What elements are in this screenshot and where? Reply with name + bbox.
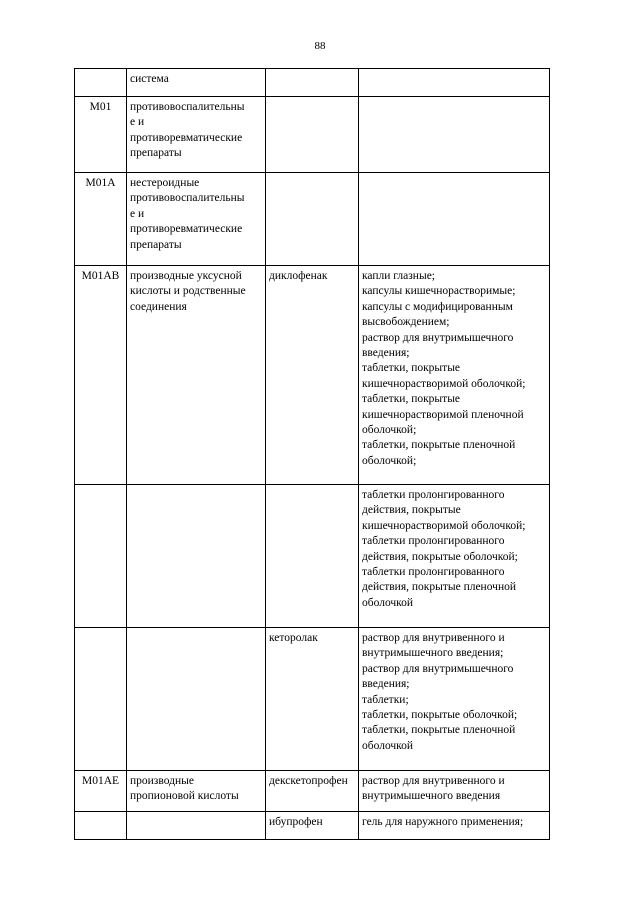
- table-row: [75, 812, 550, 840]
- dosage-form-line: введения;: [362, 347, 410, 360]
- drug-name-cell: декскетопрофен: [266, 771, 359, 812]
- dosage-form-line: таблетки, покрытые: [362, 393, 461, 406]
- atc-code-cell: [75, 69, 127, 97]
- group-name-cell: [127, 173, 266, 266]
- drug-name-cell: диклофенак: [266, 266, 359, 485]
- group-name-line: система: [130, 73, 169, 85]
- dosage-form-line: таблетки, покрытые оболочкой;: [362, 709, 518, 722]
- atc-code-cell: [75, 485, 127, 628]
- group-name-line: соединения: [130, 300, 187, 313]
- drug-classification-table: [74, 68, 550, 840]
- group-name-cell: [127, 812, 266, 840]
- drug-name-cell: [266, 485, 359, 628]
- group-name-line: е и: [130, 116, 145, 129]
- group-name-line: противоревматические: [130, 131, 243, 144]
- dosage-form-line: таблетки пролонгированного: [362, 489, 505, 501]
- dosage-forms-cell: [359, 173, 550, 266]
- group-name-line: пропионовой кислоты: [130, 790, 239, 803]
- atc-code-cell: M01: [75, 97, 127, 173]
- table-row: [75, 266, 550, 485]
- page-number: 88: [314, 40, 326, 52]
- group-name-cell: [127, 771, 266, 812]
- group-name-line: противоревматические: [130, 223, 243, 236]
- dosage-form-line: действия, покрытые оболочкой;: [362, 550, 518, 563]
- dosage-form-line: высвобождением;: [362, 316, 450, 329]
- group-name-cell: [127, 266, 266, 485]
- atc-code-cell: [75, 628, 127, 771]
- group-name-line: препараты: [130, 147, 182, 160]
- dosage-form-line: оболочкой: [362, 739, 414, 752]
- dosage-forms-cell: [359, 812, 550, 840]
- group-name-line: препараты: [130, 238, 182, 251]
- dosage-form-line: таблетки, покрытые пленочной: [362, 724, 516, 737]
- atc-code-cell: M01A: [75, 173, 127, 266]
- drug-name-cell: [266, 97, 359, 173]
- dosage-form-line: оболочкой;: [362, 424, 417, 437]
- atc-code-cell: M01AE: [75, 771, 127, 812]
- dosage-form-line: оболочкой: [362, 596, 414, 609]
- dosage-form-line: кишечнорастворимой пленочной: [362, 408, 524, 421]
- group-name-cell: [127, 69, 266, 97]
- drug-name-cell: кеторолак: [266, 628, 359, 771]
- dosage-form-line: кишечнорастворимой оболочкой;: [362, 519, 526, 532]
- group-name-line: е и: [130, 207, 145, 220]
- dosage-form-line: кишечнорастворимой оболочкой;: [362, 377, 526, 390]
- group-name-line: противовоспалительны: [130, 101, 245, 113]
- group-name-line: кислоты и родственные: [130, 285, 246, 298]
- dosage-form-line: оболочкой;: [362, 454, 417, 467]
- dosage-form-line: таблетки пролонгированного: [362, 566, 505, 579]
- dosage-forms-cell: [359, 485, 550, 628]
- drug-name-cell: [266, 173, 359, 266]
- dosage-form-line: раствор для внутримышечного: [362, 331, 514, 344]
- table-row: [75, 97, 550, 173]
- dosage-form-line: капсулы с модифицированным: [362, 300, 513, 313]
- table-body: [75, 69, 550, 840]
- dosage-forms-cell: [359, 266, 550, 485]
- dosage-form-line: раствор для внутривенного и: [362, 632, 505, 644]
- dosage-form-line: таблетки пролонгированного: [362, 535, 505, 548]
- group-name-line: противовоспалительны: [130, 192, 245, 205]
- dosage-form-line: таблетки, покрытые пленочной: [362, 439, 516, 452]
- dosage-forms-cell: [359, 69, 550, 97]
- dosage-form-line: внутримышечного введения;: [362, 647, 504, 660]
- dosage-form-line: внутримышечного введения: [362, 790, 501, 803]
- group-name-line: производные: [130, 775, 194, 787]
- atc-code-cell: M01AB: [75, 266, 127, 485]
- table-row: [75, 69, 550, 97]
- dosage-forms-cell: [359, 771, 550, 812]
- dosage-forms-cell: [359, 97, 550, 173]
- drug-name-cell: ибупрофен: [266, 812, 359, 840]
- dosage-form-line: введения;: [362, 678, 410, 691]
- dosage-form-line: действия, покрытые пленочной: [362, 581, 517, 594]
- dosage-form-line: действия, покрытые: [362, 504, 461, 517]
- table-row: [75, 173, 550, 266]
- drug-name-cell: [266, 69, 359, 97]
- dosage-form-line: раствор для внутримышечного: [362, 662, 514, 675]
- group-name-cell: [127, 628, 266, 771]
- table-row: [75, 771, 550, 812]
- group-name-cell: [127, 97, 266, 173]
- group-name-line: производные уксусной: [130, 270, 242, 282]
- dosage-form-line: раствор для внутривенного и: [362, 775, 505, 787]
- table-row: [75, 485, 550, 628]
- dosage-form-line: капли глазные;: [362, 270, 435, 282]
- dosage-form-line: таблетки;: [362, 693, 409, 706]
- dosage-forms-cell: [359, 628, 550, 771]
- dosage-form-line: капсулы кишечнорастворимые;: [362, 285, 516, 298]
- group-name-cell: [127, 485, 266, 628]
- dosage-form-line: гель для наружного применения;: [362, 816, 524, 828]
- dosage-form-line: таблетки, покрытые: [362, 362, 461, 375]
- table-row: [75, 628, 550, 771]
- group-name-line: нестероидные: [130, 177, 200, 189]
- atc-code-cell: [75, 812, 127, 840]
